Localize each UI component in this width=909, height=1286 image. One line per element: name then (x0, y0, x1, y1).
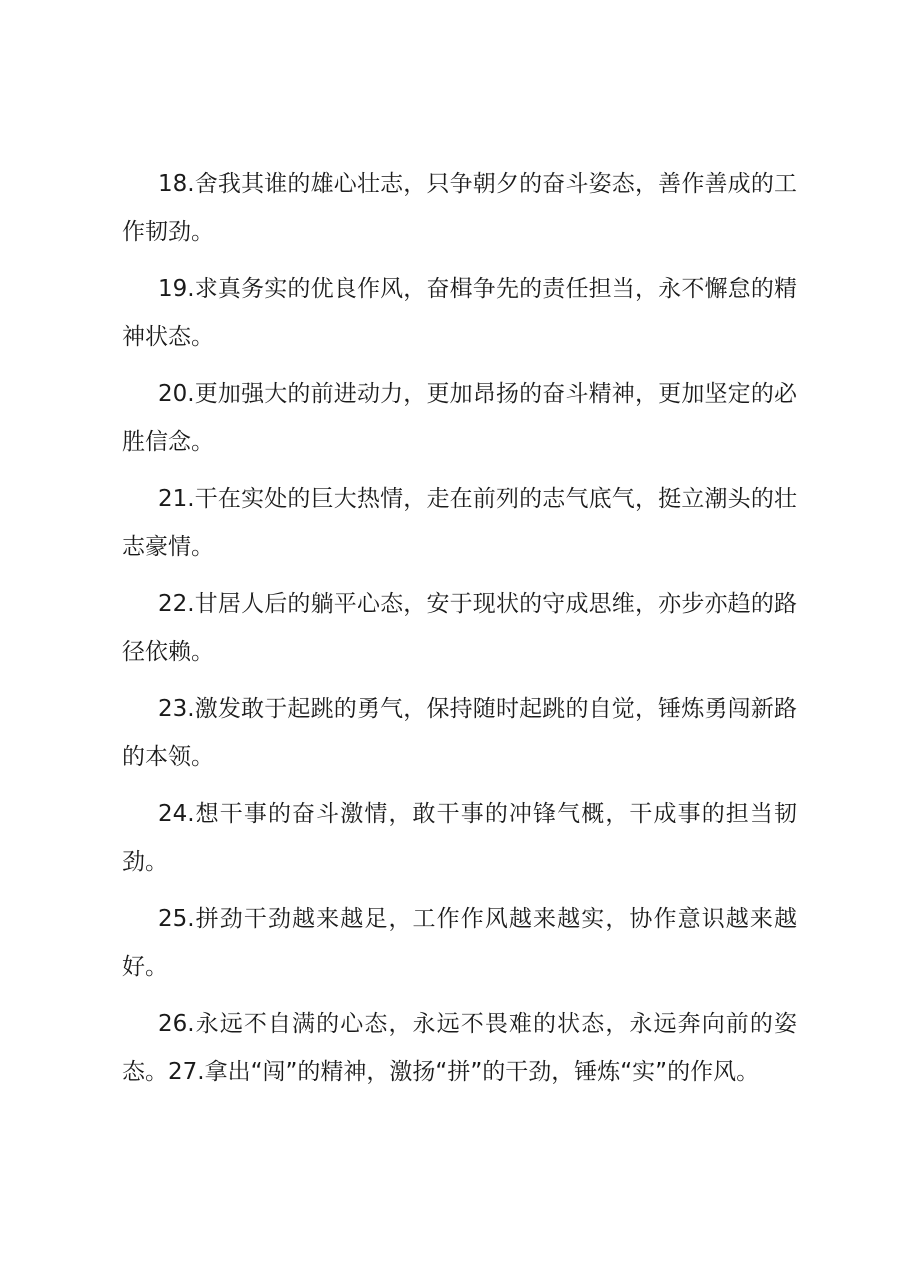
document-body (122, 160, 797, 1105)
paragraph-23: 23.激发敢于起跳的勇气，保持随时起跳的自觉，锤炼勇闯新路的本领。 (122, 696, 797, 770)
paragraph-19: 19.求真务实的优良作风，奋楫争先的责任担当，永不懈怠的精神状态。 (122, 276, 797, 350)
paragraph-18: 18.舍我其谁的雄心壮志，只争朝夕的奋斗姿态，善作善成的工作韧劲。 (122, 171, 797, 245)
paragraph-20: 20.更加强大的前进动力，更加昂扬的奋斗精神，更加坚定的必胜信念。 (122, 381, 797, 455)
paragraph-22: 22.甘居人后的躺平心态，安于现状的守成思维，亦步亦趋的路径依赖。 (122, 591, 797, 665)
paragraph-24: 24.想干事的奋斗激情，敢干事的冲锋气概，干成事的担当韧劲。 (122, 801, 797, 875)
paragraph-26-27: 26.永远不自满的心态，永远不畏难的状态，永远奔向前的姿态。27.拿出“闯”的精神，激扬“拼”的干劲，锤炼“实”的作风。 (122, 1011, 797, 1085)
paragraph-25: 25.拼劲干劲越来越足，工作作风越来越实，协作意识越来越好。 (122, 906, 797, 980)
paragraph-21: 21.干在实处的巨大热情，走在前列的志气底气，挺立潮头的壮志豪情。 (122, 486, 797, 560)
